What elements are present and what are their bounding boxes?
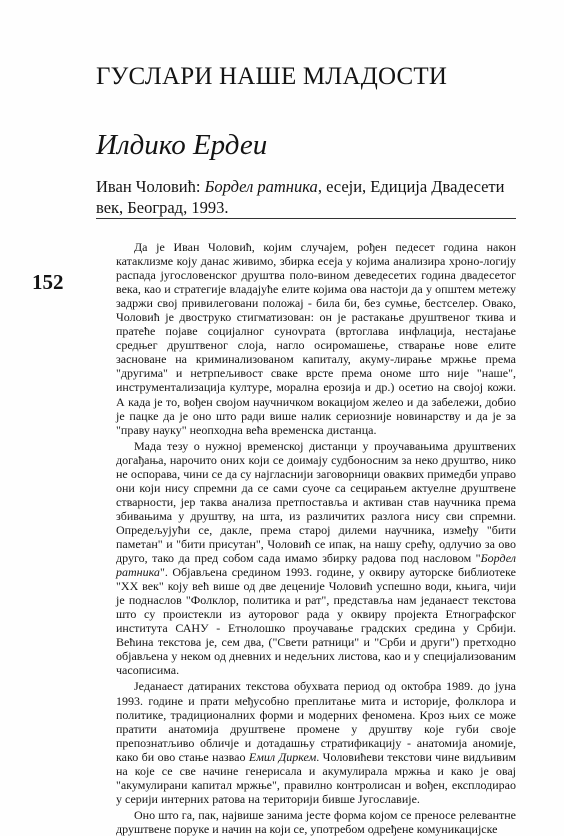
paragraph-4: Оно што га, пак, највише занима јесте форма којом се преносе релевантне друштвене поруке и начин на који се, употребом одређене комуникацијске [116, 807, 516, 836]
book-title-inline: Бордел ратника [116, 551, 516, 580]
paragraph-2-text: Мада тезу о нужној временској дистанци у проучавањима друштвених догађања, нарочито оних који се доимају судбоносним за неко друштво, нико не оспорава, чини се да су најгласнији заговорници оваквих примедби управо они који нису спремни да се сами суоче са сецирањем актуелне друштвене стварности, јер таква анализа претпоставља и активан став научника према збивањима у друштву, на шта, из различитих разлога нису сви спремни. Опредељујући се, дакле, према старој дилеми научника, између "бити паметан" и "бити присутан", Чоловић се ипак, на нашу срећу, одлучио за ово друго, тако да пред собом сада имамо збирку радова под насловом " [116, 438, 516, 566]
article-title: ГУСЛАРИ НАШЕ МЛАДОСТИ [96, 63, 448, 90]
book-title: Бордел ратника [204, 177, 318, 196]
book-author: Иван Чоловић: [96, 177, 205, 196]
divider-rule [96, 218, 516, 219]
paragraph-3-text-cont: . Чоловићеви текстови чине видљивим на које се све начине генерисала и акумулирала мржња и како је овај "акумулирани капитал мржње", правилно контролисан и вођен, експлодирао у серији интерних ратова на територији бивше Југославије. [116, 749, 516, 806]
page-number: 152 [32, 270, 64, 294]
article-body [116, 240, 516, 836]
author-name: Илдико Ердеи [96, 129, 268, 161]
paragraph-3 [116, 679, 516, 805]
paragraph-1: Да је Иван Чоловић, којим случајем, рођен педесет година након катаклизме коју данас живимо, збирка есеја у којима анализира хроно-логију распада југословенског друштва поло-вином деведесетих година двадесетог века, као и стратегије владајуће елите којима ова настоји да у општем метежу задржи свој привилеговани положај - била би, без сумње, бестселер. Овако, Чоловић је двоструко стигматизован: он је растакање друштвеног ткива и пратеће појаве социјалног сунovрата (вртоглава инфлација, нестајање средњег друштвеног слоја, нагло осиромашење, стварање нове елите засноване на криминализованом капиталу, акуму-лирање мржње према "другима" и нетрпељивост сваке врсте према ономе што није "наше", инструментализација културе, морална ерозија и др.) осетио на својој кожи. А када је то, вођен својом научничком вокацијом желео и да забележи, добио је пацке да је оно што ради више налик сериозније новинарству и да је за "праву науку" неопходна већа временска дистанца. [116, 240, 516, 437]
publication-details: , есеји, Едиција Двадесети век, Београд, 1993. [96, 177, 505, 217]
paragraph-2 [116, 439, 516, 678]
cited-name: Емил Диркем [248, 749, 317, 764]
paragraph-3-text: Једанаест датираних текстова обухвата период од октобра 1989. до јуна 1993. године и прати међусобно преплитање мита и историје, фолклора и политике, традиционалних форми и модерних феномена. Кроз њих се може пратити анатомија друштвене промене у друштву које губи своје препознатљиво обличје и дотадашњу стратификацију - анатомија аномије, како би ово стање назвао [116, 679, 516, 764]
paragraph-2-text-cont: ". Објављена средином 1993. године, у оквиру ауторске библиотеке "XX век" коју већ више од две деценије Чоловић успешно води, књига, чији је поднаслов "Фолклор, политика и рат", представља нам једанаест текстова што су проистекли из ауторовог рада у оквиру пројекта Етнографског института САНУ - Етнолошко проучавање градских средина у Србији. Већина текстова је, сем два, ("Свети ратници" и "Срби и други") претходно објављена у неком од дневних и недељних листова, као и у специјализованим часописима. [116, 565, 516, 678]
bibliographic-reference [96, 176, 516, 218]
